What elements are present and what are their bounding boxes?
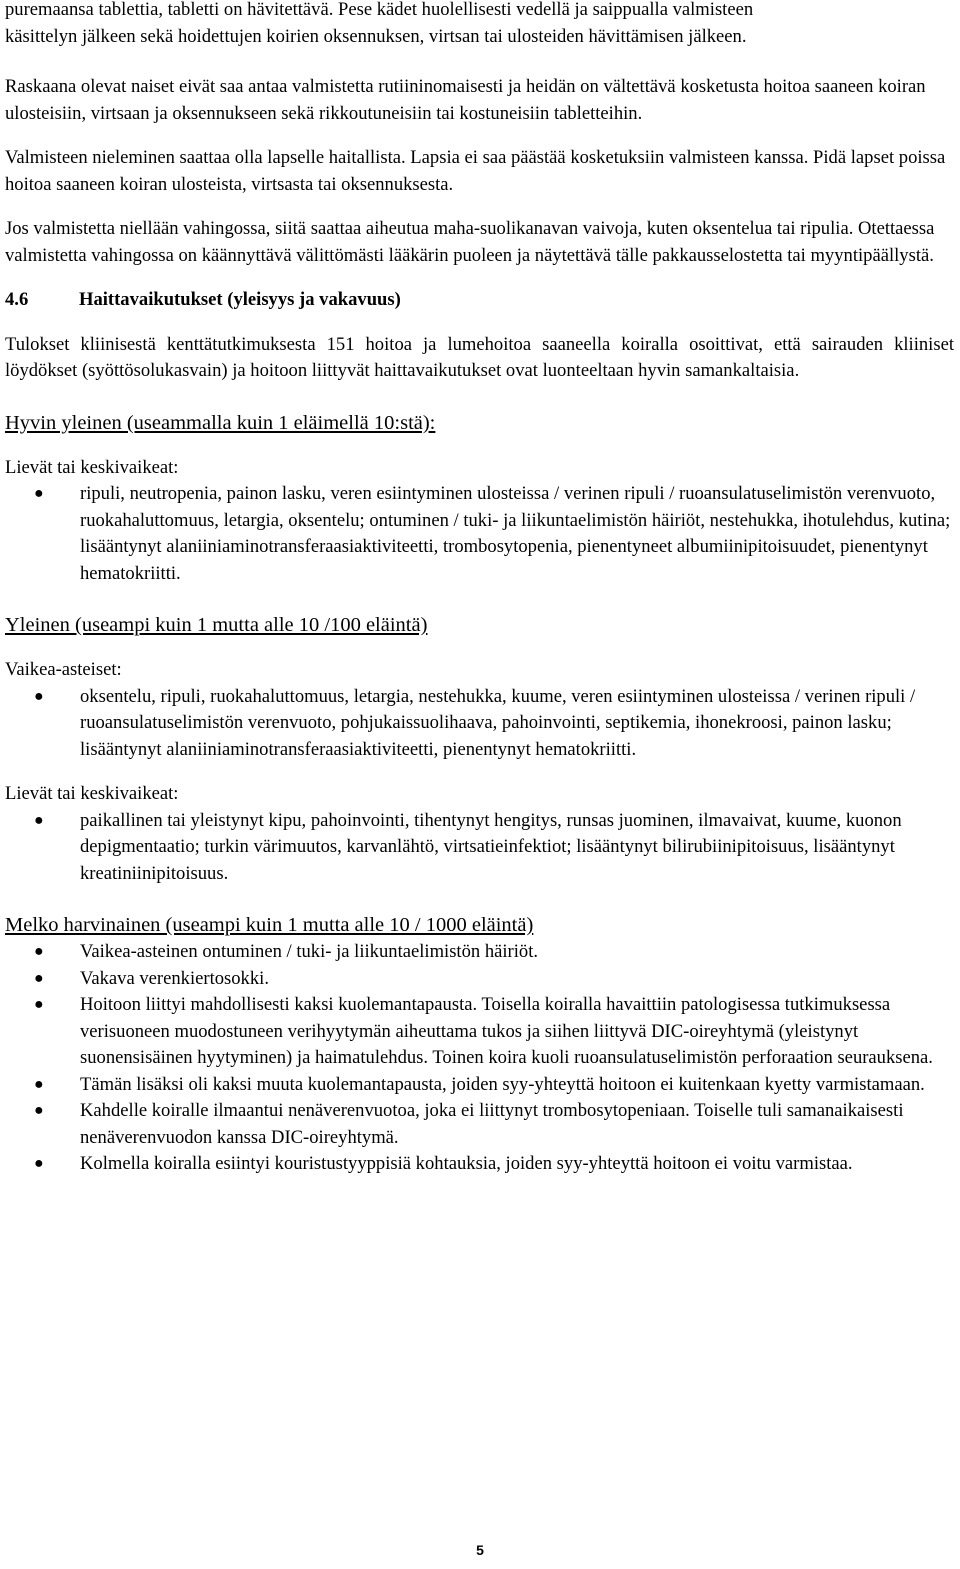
very-common-heading: Hyvin yleinen (useammalla kuin 1 eläimellä 10:stä): bbox=[5, 411, 436, 434]
section-title: Haittavaikutukset (yleisyys ja vakavuus) bbox=[79, 289, 401, 310]
intro-paragraph-1-line: käsittelyn jälkeen sekä hoidettujen koirien oksennuksen, virtsan tai ulosteiden hävittämisen jälkeen. bbox=[5, 25, 747, 47]
bullet-icon: ● bbox=[34, 1155, 44, 1172]
ingestion-warning-paragraph: Jos valmistetta niellään vahingossa, siitä saattaa aiheutua maha-suolikanavan vaivoja, kuten oksentelua tai ripulia. Otettaessa valmistetta vahingossa on käännyttävä välittömästi lääkärin puoleen ja näytettävä tälle pakkausselostetta tai myyntipäällystä. bbox=[5, 218, 935, 266]
bullet-icon: ● bbox=[34, 687, 44, 705]
bullet-icon: ● bbox=[34, 969, 44, 987]
bullet-icon: ● bbox=[34, 996, 44, 1013]
list-item-text: oksentelu, ripuli, ruokahaluttomuus, letargia, nestehukka, kuume, veren esiintyminen ulosteissa / verinen ripuli / ruoansulatuselimistön verenvuoto, pohjukaissuolihaava, pahoinvointi, septikemia, ihonekroosi, painon lasku; lisääntynyt alaniiniaminotransferaasiaktiviteetti, pienentynyt hematokriitti. bbox=[80, 685, 916, 760]
common-mild-list bbox=[5, 808, 954, 888]
very-common-mild-label: Lievät tai keskivaikeat: bbox=[5, 456, 179, 478]
list-item-text: Hoitoon liittyi mahdollisesti kaksi kuolemantapausta. Toisella koiralla havaittiin patologisessa tutkimuksessa verisuoneen muodostuneen verihyytymän aiheuttama tukos ja siihen liittyvä DIC-oireyhtymä (yleistynyt suonensisäinen hyytyminen) ja haimatulehdus. Toinen koira kuoli ruoansulatuselimistön perforaation seurauksena. bbox=[80, 994, 933, 1068]
bullet-icon: ● bbox=[34, 943, 44, 960]
list-item-text: Tämän lisäksi oli kaksi muuta kuolemantapausta, joiden syy-yhteyttä hoitoon ei kuitenkaan kyetty varmistamaan. bbox=[80, 1073, 925, 1095]
uncommon-list bbox=[5, 939, 954, 1178]
intro-paragraph-1-line: puremaansa tablettia, tabletti on hävitettävä. Pese kädet huolellisesti vedellä ja saippualla valmisteen bbox=[5, 0, 754, 20]
pregnancy-warning-paragraph: Raskaana olevat naiset eivät saa antaa valmistetta rutiininomaisesti ja heidän on vältettävä kosketusta hoitoa saaneen koiran ulosteisiin, virtsaan ja oksennukseen sekä rikkoutuneisiin tai kostuneisiin tabletteihin. bbox=[5, 76, 926, 124]
list-item bbox=[5, 808, 954, 888]
intro-paragraph-1 bbox=[5, 0, 954, 50]
list-item bbox=[5, 939, 954, 966]
list-item-text: paikallinen tai yleistynyt kipu, pahoinvointi, tihentynyt hengitys, runsas juominen, ilmavaivat, kuume, kuonon depigmentaatio; turkin värimuutos, karvanlähtö, virtsatieinfektiot; lisääntynyt bilirubiinipitoisuus, lisääntynyt kreatiniinipitoisuus. bbox=[80, 809, 902, 884]
bullet-icon: ● bbox=[34, 485, 44, 502]
list-item bbox=[5, 966, 954, 993]
list-item-text: Vakava verenkiertosokki. bbox=[80, 967, 269, 989]
common-severe-list bbox=[5, 684, 954, 764]
bullet-icon: ● bbox=[34, 1102, 44, 1119]
children-warning-paragraph: Valmisteen nieleminen saattaa olla lapselle haitallista. Lapsia ei saa päästää kosketuksiin valmisteen kanssa. Pidä lapset poissa hoitoa saaneen koiran ulosteista, virtsasta tai oksennuksesta. bbox=[5, 147, 946, 195]
common-mild-label: Lievät tai keskivaikeat: bbox=[5, 783, 179, 804]
bullet-icon: ● bbox=[34, 811, 44, 829]
list-item bbox=[5, 1151, 954, 1178]
list-item-text: Kolmella koiralla esiintyi kouristustyyppisiä kohtauksia, joiden syy-yhteyttä hoitoon ei voitu varmistaa. bbox=[80, 1153, 853, 1174]
section-number: 4.6 bbox=[5, 289, 29, 310]
list-item-text: ripuli, neutropenia, painon lasku, veren esiintyminen ulosteissa / verinen ripuli / ruoansulatuselimistön verenvuoto, ruokahaluttomuus, letargia, oksentelu; ontuminen / tuki- ja liikuntaelimistön häiriöt, nestehukka, ihotulehdus, kutina; lisääntynyt alaniiniaminotransferaasiaktiviteetti, trombosytopenia, pienentyneet albumiinipitoisuudet, pienentynyt hematokriitti. bbox=[80, 483, 951, 584]
section-summary: Tulokset kliinisestä kenttätutkimuksesta 151 hoitoa ja lumehoitoa saaneella koiralla osoittivat, että sairauden kliiniset löydökset (syöttösolukasvain) ja hoitoon liittyvät haittavaikutukset ovat luonteeltaan hyvin samankaltaisia. bbox=[5, 333, 954, 381]
uncommon-heading: Melko harvinainen (useampi kuin 1 mutta alle 10 / 1000 eläintä) bbox=[5, 914, 534, 936]
list-item-text: Vaikea-asteinen ontuminen / tuki- ja liikuntaelimistön häiriöt. bbox=[80, 941, 539, 962]
list-item bbox=[5, 992, 954, 1072]
section-heading bbox=[5, 287, 954, 314]
list-item bbox=[5, 1098, 954, 1151]
bullet-icon: ● bbox=[34, 1075, 44, 1093]
list-item bbox=[5, 684, 954, 764]
list-item bbox=[5, 481, 954, 587]
common-severe-label: Vaikea-asteiset: bbox=[5, 659, 122, 680]
list-item-text: Kahdelle koiralle ilmaantui nenäverenvuotoa, joka ei liittynyt trombosytopeniaan. Toiselle tuli samanaikaisesti nenäverenvuodon kanssa DIC-oireyhtymä. bbox=[80, 1100, 904, 1148]
page-number: 5 bbox=[476, 1542, 484, 1558]
common-heading: Yleinen (useampi kuin 1 mutta alle 10 /100 eläintä) bbox=[5, 614, 428, 636]
list-item bbox=[5, 1072, 954, 1099]
very-common-mild-list bbox=[5, 481, 954, 587]
